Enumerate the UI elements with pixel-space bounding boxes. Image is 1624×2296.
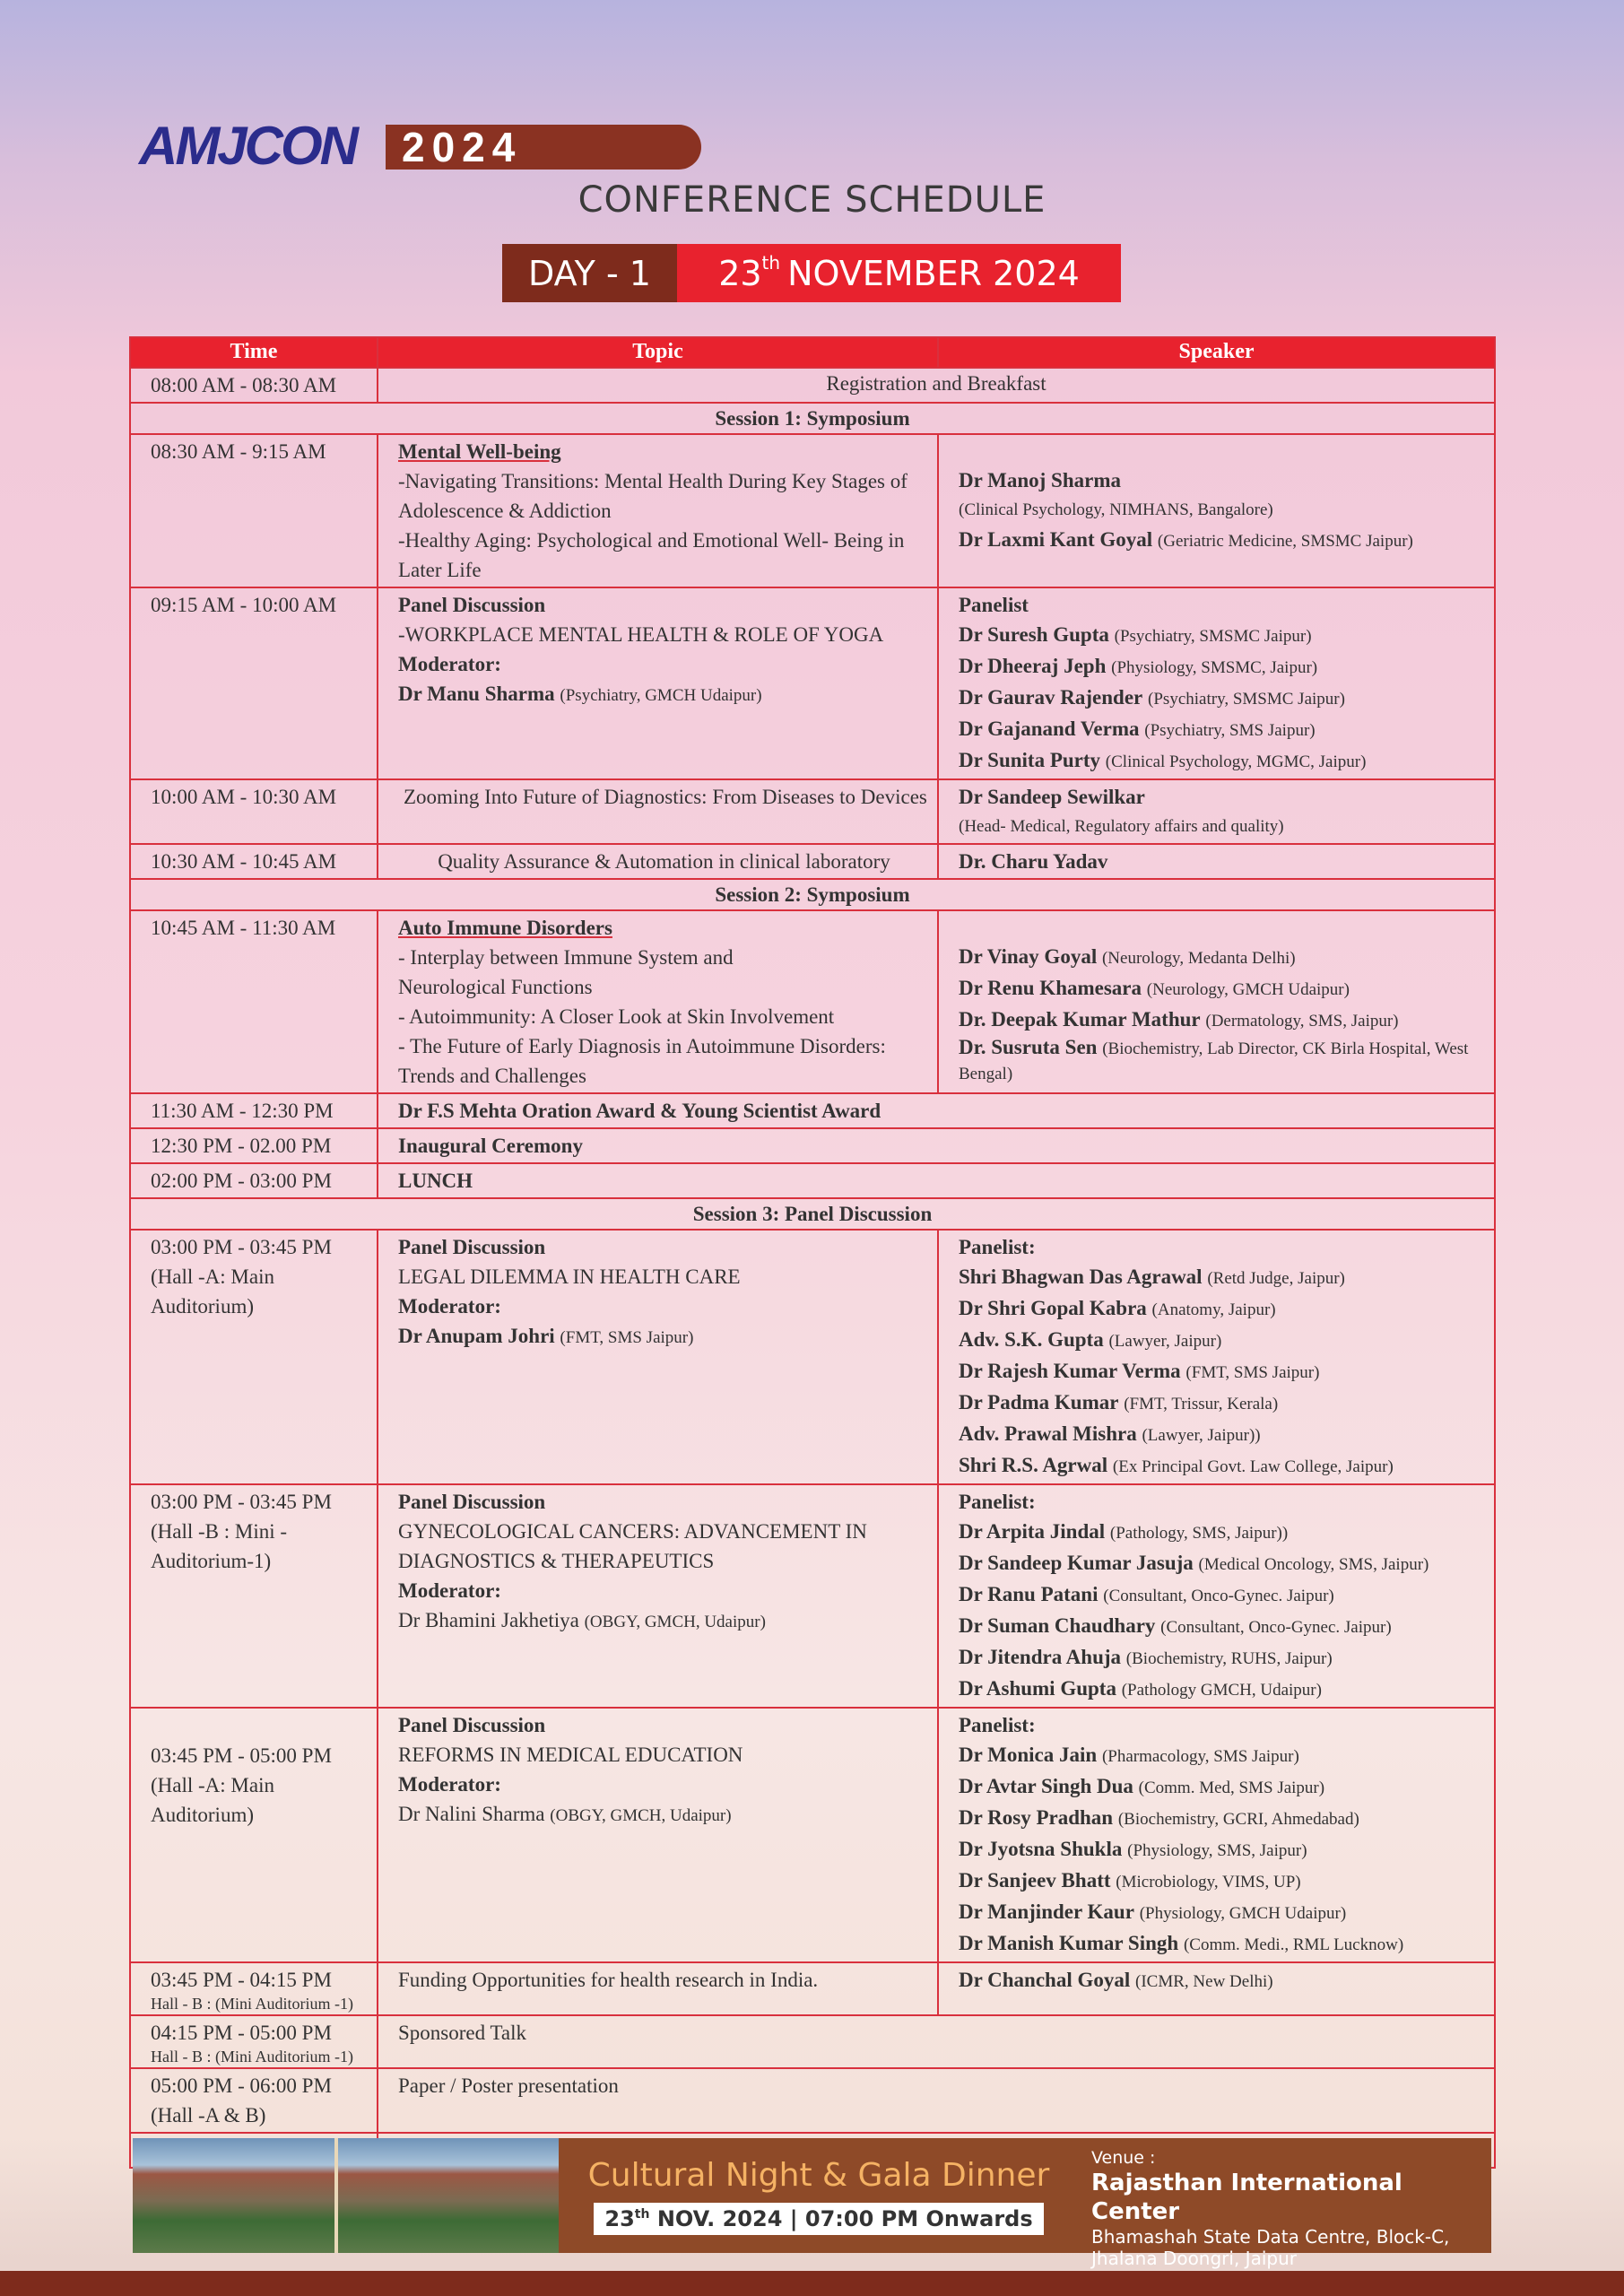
session-row — [130, 879, 1495, 910]
hall-label: Hall - B : (Mini Auditorium -1) — [151, 1995, 353, 2013]
gala-promo — [559, 2138, 1079, 2253]
speaker-name: Dr. Susruta Sen — [959, 1036, 1098, 1058]
hall-label: Hall - B : (Mini Auditorium -1) — [151, 2048, 353, 2066]
topic-cell — [378, 1230, 938, 1484]
speaker-name: Dr Dheeraj Jeph — [959, 655, 1107, 677]
panelist-label: Panelist — [959, 594, 1029, 616]
time-cell: 12:30 PM - 02.00 PM — [130, 1128, 378, 1163]
speaker-affiliation: (Physiology, GMCH Udaipur) — [1139, 1904, 1347, 1923]
speaker-affiliation: (Dermatology, SMS, Jaipur) — [1205, 1012, 1399, 1031]
hall-label: (Hall -A: Main Auditorium) — [151, 1265, 274, 1318]
promo-title: Cultural Night & Gala Dinner — [587, 2156, 1050, 2194]
schedule-table — [129, 336, 1496, 2169]
moderator-affiliation: (Psychiatry, GMCH Udaipur) — [560, 686, 762, 705]
speaker-affiliation: (Head- Medical, Regulatory affairs and quality) — [959, 817, 1284, 836]
promo-day: 23 — [604, 2205, 635, 2231]
time-range: 03:45 PM - 04:15 PM — [151, 1969, 332, 1991]
speaker-name: Dr Suman Chaudhary — [959, 1614, 1156, 1637]
table-row — [130, 1230, 1495, 1484]
speaker-affiliation: (Pharmacology, SMS Jaipur) — [1101, 1747, 1299, 1766]
time-range: 05:00 PM - 06:00 PM — [151, 2074, 332, 2097]
speaker-name: Adv. Prawal Mishra — [959, 1422, 1137, 1445]
topic-cell — [378, 434, 938, 587]
table-row — [130, 1128, 1495, 1163]
table-row — [130, 2015, 1495, 2068]
speaker-affiliation: (Neurology, GMCH Udaipur) — [1146, 980, 1350, 999]
col-header-time: Time — [130, 337, 378, 368]
speaker-affiliation: (Biochemistry, Lab Director, CK Birla Hospital, West Bengal) — [959, 1039, 1469, 1083]
speaker-name: Dr Rosy Pradhan — [959, 1806, 1114, 1829]
topic-cell: Inaugural Ceremony — [378, 1128, 1495, 1163]
moderator-name: Dr Anupam Johri — [398, 1325, 555, 1347]
promo-suffix: th — [634, 2206, 650, 2222]
speaker-name: Dr Jitendra Ahuja — [959, 1646, 1122, 1668]
speaker-name: Dr Manjinder Kaur — [959, 1900, 1134, 1923]
table-row — [130, 1708, 1495, 1962]
time-cell: 09:15 AM - 10:00 AM — [130, 587, 378, 779]
speaker-name: Dr Shri Gopal Kabra — [959, 1297, 1147, 1319]
table-row — [130, 910, 1495, 1093]
speaker-cell — [938, 1708, 1495, 1962]
table-row — [130, 1484, 1495, 1708]
speaker-affiliation: (Biochemistry, RUHS, Jaipur) — [1125, 1649, 1333, 1668]
logo-year: 2024 — [386, 125, 701, 170]
moderator-name: Dr Nalini Sharma — [398, 1803, 545, 1825]
speaker-affiliation: (Physiology, SMSMC, Jaipur) — [1111, 658, 1318, 677]
speaker-name: Dr Sandeep Sewilkar — [959, 786, 1145, 808]
col-header-topic: Topic — [378, 337, 938, 368]
speaker-name: Dr Gajanand Verma — [959, 718, 1140, 740]
venue-block — [1079, 2138, 1491, 2269]
time-cell: 02:00 PM - 03:00 PM — [130, 1163, 378, 1198]
speaker-affiliation: (Psychiatry, SMS Jaipur) — [1144, 721, 1316, 740]
speaker-cell — [938, 434, 1495, 587]
moderator-label: Moderator: — [398, 1295, 501, 1318]
topic-heading: Panel Discussion — [398, 594, 546, 616]
hall-label: (Hall -B : Mini - Auditorium-1) — [151, 1520, 288, 1572]
session-heading: Session 1: Symposium — [130, 403, 1495, 434]
moderator-name: Dr Manu Sharma — [398, 683, 555, 705]
venue-name: Rajasthan International Center — [1091, 2170, 1403, 2225]
speaker-name: Dr Ashumi Gupta — [959, 1677, 1116, 1700]
speaker-affiliation: (Retd Judge, Jaipur) — [1207, 1269, 1345, 1288]
topic-cell — [378, 910, 938, 1093]
speaker-affiliation: (Pathology GMCH, Udaipur) — [1121, 1681, 1322, 1700]
topic-cell — [378, 587, 938, 779]
speaker-affiliation: (Clinical Psychology, NIMHANS, Bangalore) — [959, 500, 1273, 519]
table-row — [130, 779, 1495, 844]
speaker-name: Dr Monica Jain — [959, 1744, 1098, 1766]
speaker-name: Dr Chanchal Goyal — [959, 1969, 1131, 1991]
topic-item: GYNECOLOGICAL CANCERS: ADVANCEMENT IN DIAGNOSTICS & THERAPEUTICS — [398, 1520, 867, 1572]
speaker-name: Dr Gaurav Rajender — [959, 686, 1143, 709]
photo-divider — [334, 2138, 338, 2253]
speaker-name: Dr Sunita Purty — [959, 749, 1101, 771]
speaker-affiliation: (Neurology, Medanta Delhi) — [1101, 949, 1296, 968]
date-rest: NOVEMBER 2024 — [787, 253, 1080, 293]
topic-cell: Zooming Into Future of Diagnostics: From Diseases to Devices — [378, 779, 938, 844]
time-cell: 10:00 AM - 10:30 AM — [130, 779, 378, 844]
topic-item: LEGAL DILEMMA IN HEALTH CARE — [398, 1265, 741, 1288]
speaker-name: Dr. Charu Yadav — [938, 844, 1495, 879]
speaker-affiliation: (Lawyer, Jaipur)) — [1142, 1426, 1261, 1445]
session-heading: Session 3: Panel Discussion — [130, 1198, 1495, 1230]
date-suffix: th — [761, 251, 781, 274]
speaker-name: Dr Renu Khamesara — [959, 977, 1142, 999]
speaker-affiliation: (Anatomy, Jaipur) — [1151, 1300, 1276, 1319]
moderator-label: Moderator: — [398, 1579, 501, 1602]
speaker-cell — [938, 779, 1495, 844]
time-cell — [130, 1484, 378, 1708]
day-date — [677, 244, 1121, 302]
table-row — [130, 1093, 1495, 1128]
speaker-name: Dr Vinay Goyal — [959, 945, 1098, 968]
table-header-row — [130, 337, 1495, 368]
speaker-affiliation: (ICMR, New Delhi) — [1135, 1972, 1273, 1991]
topic-heading: Auto Immune Disorders — [398, 917, 612, 939]
hall-label: (Hall -A & B) — [151, 2104, 266, 2126]
speaker-name: Shri Bhagwan Das Agrawal — [959, 1265, 1203, 1288]
venue-address-line: Bhamashah State Data Centre, Block-C, — [1091, 2226, 1450, 2248]
speaker-name: Dr Manoj Sharma — [959, 469, 1122, 491]
table-row — [130, 368, 1495, 403]
session-row — [130, 403, 1495, 434]
topic-cell: Dr F.S Mehta Oration Award & Young Scientist Award — [378, 1093, 1495, 1128]
speaker-affiliation: (Lawyer, Jaipur) — [1108, 1332, 1222, 1351]
speaker-name: Dr Sandeep Kumar Jasuja — [959, 1552, 1194, 1574]
topic-item: - Interplay between Immune System and Neurological Functions — [398, 946, 734, 998]
speaker-name: Dr Laxmi Kant Goyal — [959, 528, 1153, 551]
panelist-label: Panelist: — [959, 1491, 1036, 1513]
table-row — [130, 2068, 1495, 2133]
time-cell — [130, 2015, 378, 2068]
logo-acronym: AMJCON — [139, 116, 357, 176]
day-label: DAY - 1 — [502, 244, 677, 302]
topic-cell: Funding Opportunities for health research in India. — [378, 1962, 938, 2015]
speaker-affiliation: (Medical Oncology, SMS, Jaipur) — [1198, 1555, 1429, 1574]
speaker-affiliation: (Microbiology, VIMS, UP) — [1116, 1873, 1301, 1892]
speaker-affiliation: (Psychiatry, SMSMC Jaipur) — [1148, 690, 1345, 709]
speaker-name: Dr Padma Kumar — [959, 1391, 1119, 1413]
topic-heading: Mental Well-being — [398, 440, 561, 463]
venue-address-line: Jhalana Doongri, Jaipur — [1091, 2248, 1297, 2269]
time-range: 04:15 PM - 05:00 PM — [151, 2022, 332, 2044]
speaker-affiliation: (Psychiatry, SMSMC Jaipur) — [1114, 627, 1312, 646]
amjcon-logo — [139, 116, 569, 176]
panelist-label: Panelist: — [959, 1236, 1036, 1258]
table-row — [130, 1962, 1495, 2015]
topic-cell: Quality Assurance & Automation in clinical laboratory — [378, 844, 938, 879]
speaker-cell — [938, 587, 1495, 779]
topic-heading: Panel Discussion — [398, 1714, 546, 1736]
speaker-affiliation: (Comm. Medi., RML Lucknow) — [1183, 1935, 1404, 1954]
time-range: 03:45 PM - 05:00 PM — [151, 1744, 332, 1767]
time-cell — [130, 2068, 378, 2133]
speaker-affiliation: (Physiology, SMS, Jaipur) — [1127, 1841, 1307, 1860]
topic-heading: Panel Discussion — [398, 1236, 546, 1258]
time-range: 03:00 PM - 03:45 PM — [151, 1236, 332, 1258]
speaker-affiliation: (Comm. Med, SMS Jaipur) — [1138, 1779, 1325, 1797]
venue-label: Venue : — [1091, 2148, 1156, 2168]
table-row — [130, 434, 1495, 587]
topic-item: REFORMS IN MEDICAL EDUCATION — [398, 1744, 743, 1766]
topic-item: -Healthy Aging: Psychological and Emotional Well- Being in Later Life — [398, 529, 905, 581]
gala-dinner-banner — [133, 2138, 1491, 2269]
venue-photo — [133, 2138, 559, 2253]
topic-cell: Paper / Poster presentation — [378, 2068, 1495, 2133]
panelist-label: Panelist: — [959, 1714, 1036, 1736]
speaker-name: Dr Jyotsna Shukla — [959, 1838, 1123, 1860]
topic-item: - Autoimmunity: A Closer Look at Skin Involvement — [398, 1005, 835, 1028]
bottom-bar — [0, 2271, 1624, 2296]
speaker-affiliation: (Pathology, SMS, Jaipur)) — [1109, 1524, 1289, 1543]
topic-cell — [378, 1708, 938, 1962]
page-title: CONFERENCE SCHEDULE — [578, 179, 1046, 221]
hall-label: (Hall -A: Main Auditorium) — [151, 1774, 274, 1826]
session-heading: Session 2: Symposium — [130, 879, 1495, 910]
moderator-affiliation: (OBGY, GMCH, Udaipur) — [584, 1613, 766, 1631]
date-day: 23 — [718, 253, 762, 293]
speaker-name: Dr Manish Kumar Singh — [959, 1932, 1179, 1954]
session-row — [130, 1198, 1495, 1230]
moderator-affiliation: (OBGY, GMCH, Udaipur) — [550, 1806, 732, 1825]
time-range: 03:00 PM - 03:45 PM — [151, 1491, 332, 1513]
topic-item: - The Future of Early Diagnosis in Autoimmune Disorders: Trends and Challenges — [398, 1035, 886, 1087]
moderator-label: Moderator: — [398, 653, 501, 675]
speaker-name: Dr Suresh Gupta — [959, 623, 1109, 646]
table-row — [130, 844, 1495, 879]
time-cell: 10:45 AM - 11:30 AM — [130, 910, 378, 1093]
speaker-affiliation: (Biochemistry, GCRI, Ahmedabad) — [1117, 1810, 1359, 1829]
topic-heading: Panel Discussion — [398, 1491, 546, 1513]
promo-date — [594, 2203, 1043, 2235]
topic-cell: LUNCH — [378, 1163, 1495, 1198]
speaker-name: Shri R.S. Agrwal — [959, 1454, 1108, 1476]
speaker-cell — [938, 1484, 1495, 1708]
speaker-name: Dr Arpita Jindal — [959, 1520, 1106, 1543]
table-row — [130, 1163, 1495, 1198]
speaker-affiliation: (Geriatric Medicine, SMSMC Jaipur) — [1157, 532, 1413, 551]
speaker-affiliation: (Clinical Psychology, MGMC, Jaipur) — [1105, 752, 1367, 771]
moderator-label: Moderator: — [398, 1773, 501, 1796]
time-cell — [130, 1708, 378, 1962]
time-cell — [130, 1230, 378, 1484]
moderator-name: Dr Bhamini Jakhetiya — [398, 1609, 579, 1631]
speaker-name: Adv. S.K. Gupta — [959, 1328, 1104, 1351]
speaker-affiliation: (Consultant, Onco-Gynec. Jaipur) — [1103, 1587, 1334, 1605]
speaker-name: Dr Avtar Singh Dua — [959, 1775, 1133, 1797]
topic-cell — [378, 1484, 938, 1708]
time-cell — [130, 1962, 378, 2015]
speaker-cell — [938, 1230, 1495, 1484]
speaker-cell — [938, 1962, 1495, 2015]
speaker-affiliation: (FMT, SMS Jaipur) — [1185, 1363, 1320, 1382]
speaker-name: Dr Ranu Patani — [959, 1583, 1099, 1605]
speaker-affiliation: (Consultant, Onco-Gynec. Jaipur) — [1160, 1618, 1392, 1637]
moderator-affiliation: (FMT, SMS Jaipur) — [560, 1328, 694, 1347]
col-header-speaker: Speaker — [938, 337, 1495, 368]
time-cell: 08:00 AM - 08:30 AM — [130, 368, 378, 403]
topic-cell: Sponsored Talk — [378, 2015, 1495, 2068]
time-cell: 10:30 AM - 10:45 AM — [130, 844, 378, 879]
time-cell: 11:30 AM - 12:30 PM — [130, 1093, 378, 1128]
day-banner — [502, 244, 1121, 302]
speaker-affiliation: (Ex Principal Govt. Law College, Jaipur) — [1112, 1457, 1394, 1476]
topic-item: -Navigating Transitions: Mental Health During Key Stages of Adolescence & Addiction — [398, 470, 908, 522]
table-row — [130, 587, 1495, 779]
speaker-affiliation: (FMT, Trissur, Kerala) — [1124, 1395, 1279, 1413]
speaker-name: Dr Rajesh Kumar Verma — [959, 1360, 1181, 1382]
speaker-cell — [938, 910, 1495, 1093]
topic-cell: Registration and Breakfast — [378, 368, 1495, 403]
topic-item: -WORKPLACE MENTAL HEALTH & ROLE OF YOGA — [398, 623, 884, 646]
speaker-name: Dr Sanjeev Bhatt — [959, 1869, 1111, 1892]
time-cell: 08:30 AM - 9:15 AM — [130, 434, 378, 587]
speaker-name: Dr. Deepak Kumar Mathur — [959, 1008, 1201, 1031]
promo-rest: NOV. 2024 | 07:00 PM Onwards — [656, 2205, 1033, 2231]
